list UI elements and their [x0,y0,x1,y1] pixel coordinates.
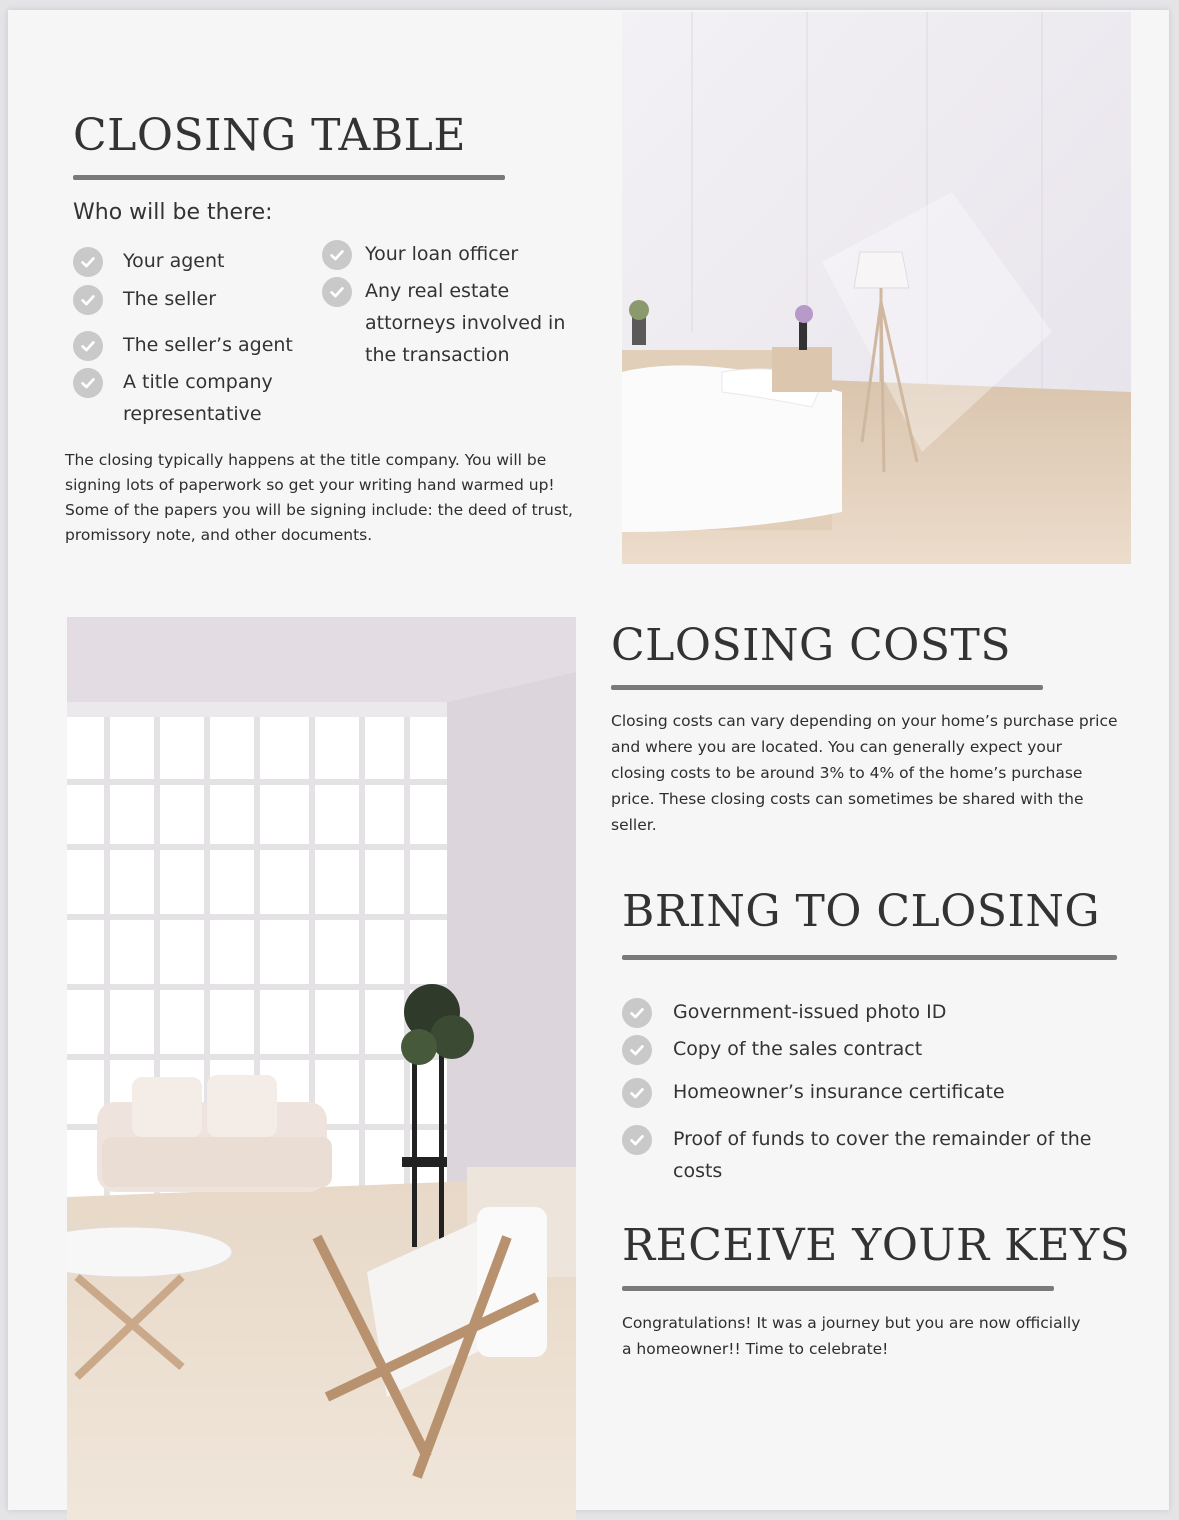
attendee-item [73,245,323,277]
attendee-item [322,275,592,371]
bring-item [622,1123,1127,1187]
closing-costs-body: Closing costs can vary depending on your home’s purchase price and where you are located. You can generally expect your closing costs to be around 3% to 4% of the home’s purchase price. These closing costs can sometimes be shared with the seller. [611,712,1118,834]
bring-item [622,996,1132,1028]
check-circle-icon [73,331,103,361]
receive-keys-title: RECEIVE YOUR KEYS [622,1220,1131,1271]
bring-item-label: Homeowner’s insurance certificate [673,1081,1005,1103]
receive-keys-rule [622,1286,1054,1291]
check-circle-icon [622,998,652,1028]
bring-item-label: Government-issued photo ID [673,1001,947,1023]
check-circle-icon [73,285,103,315]
bring-item-label: Proof of funds to cover the remainder of the costs [673,1128,1092,1182]
check-circle-icon [322,277,352,307]
attendee-label: A title company representative [123,371,273,425]
check-circle-icon [622,1125,652,1155]
bring-item-label: Copy of the sales contract [673,1038,923,1060]
brochure-page [8,10,1169,1510]
bring-to-closing-rule [622,955,1117,960]
closing-costs-title: CLOSING COSTS [611,620,1011,671]
receive-keys-body: Congratulations! It was a journey but you are now officially a homeowner!! Time to celebrate! [622,1314,1081,1358]
attendee-item [73,329,323,361]
bring-item [622,1076,1132,1108]
attendee-label: Your agent [123,250,225,272]
check-circle-icon [73,247,103,277]
check-circle-icon [622,1035,652,1065]
closing-costs-rule [611,685,1043,690]
closing-table-title: CLOSING TABLE [73,110,467,161]
attendee-label: The seller [123,288,217,310]
attendee-label: Any real estate attorneys involved in the transaction [365,280,566,366]
bedroom-photo [622,12,1131,564]
bring-to-closing-title: BRING TO CLOSING [622,886,1101,937]
living-room-photo [67,617,576,1520]
attendee-item [73,283,323,315]
attendee-item [322,238,592,270]
check-circle-icon [322,240,352,270]
check-circle-icon [73,368,103,398]
attendee-item [73,366,303,430]
closing-table-subtitle: Who will be there: [73,200,273,225]
closing-table-rule [73,175,505,180]
attendee-label: Your loan officer [365,243,519,265]
bring-item [622,1033,1132,1065]
attendee-label: The seller’s agent [123,334,293,356]
closing-table-body: The closing typically happens at the title company. You will be signing lots of paperwork so get your writing hand warmed up! Some of the papers you will be signing include: the deed of trust, promissory note, and other documents. [65,451,573,544]
check-circle-icon [622,1078,652,1108]
